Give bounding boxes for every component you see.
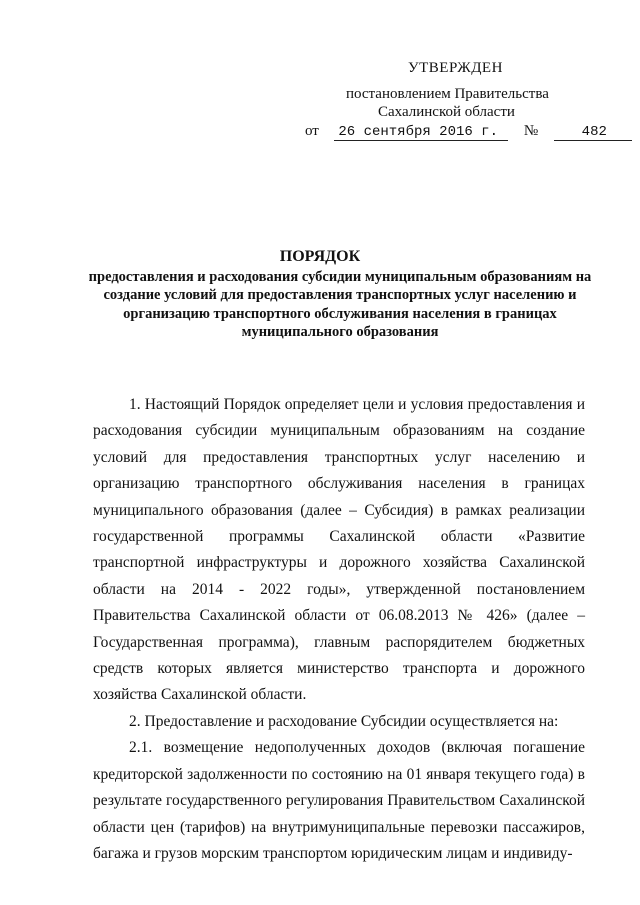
approval-stamp-title: УТВЕРЖДЕН [408, 60, 503, 76]
paragraph-1: 1. Настоящий Порядок определяет цели и условия предоставления и расходования субсидии муниципальным образованиям на создание условий для предоставления транспортных услуг населению и организацию транспортного обслуживания населения в границах муниципального образования (далее – Субсидия) в рамках реализации государственной программы Сахалинской области «Развитие транспортной инфраструктуры и дорожного хозяйства Сахалинской области на 2014 - 2022 годы», утвержденной постановлением Правительства Сахалинской области от 06.08.2013 № 426» (далее – Государственная программа), главным распорядителем бюджетных средств которых является министерство транспорта и дорожного хозяйства Сахалинской области. [93, 396, 585, 704]
document-title: ПОРЯДОК [279, 248, 361, 265]
approval-date-row [305, 123, 632, 141]
approval-date: 26 сентября 2016 г. [334, 124, 508, 141]
approval-authority-line: постановлением Правительства [346, 86, 549, 102]
approval-number: 482 [554, 124, 632, 141]
approval-region-line: Сахалинской области [378, 104, 515, 120]
paragraph-2-1: 2.1. возмещение недополученных доходов (включая погашение кредиторской задолженности по состоянию на 01 января текущего года) в результате государственного регулирования Правительством Сахалинской области цен (тарифов) на внутримуниципальные перевозки пассажиров, багажа и грузов морским транспортом юридическим лицам и индивиду- [93, 739, 585, 862]
paragraph-2: 2. Предоставление и расходование Субсидии осуществляется на: [129, 712, 559, 730]
document-body [93, 392, 585, 867]
date-prefix: от [305, 123, 319, 139]
number-prefix: № [523, 123, 539, 139]
document-subtitle: предоставления и расходования субсидии муниципальным образованиям на создание условий для предоставления транспортных услуг населению и организацию транспортного обслуживания населения в границах муниципального образования [88, 269, 592, 340]
